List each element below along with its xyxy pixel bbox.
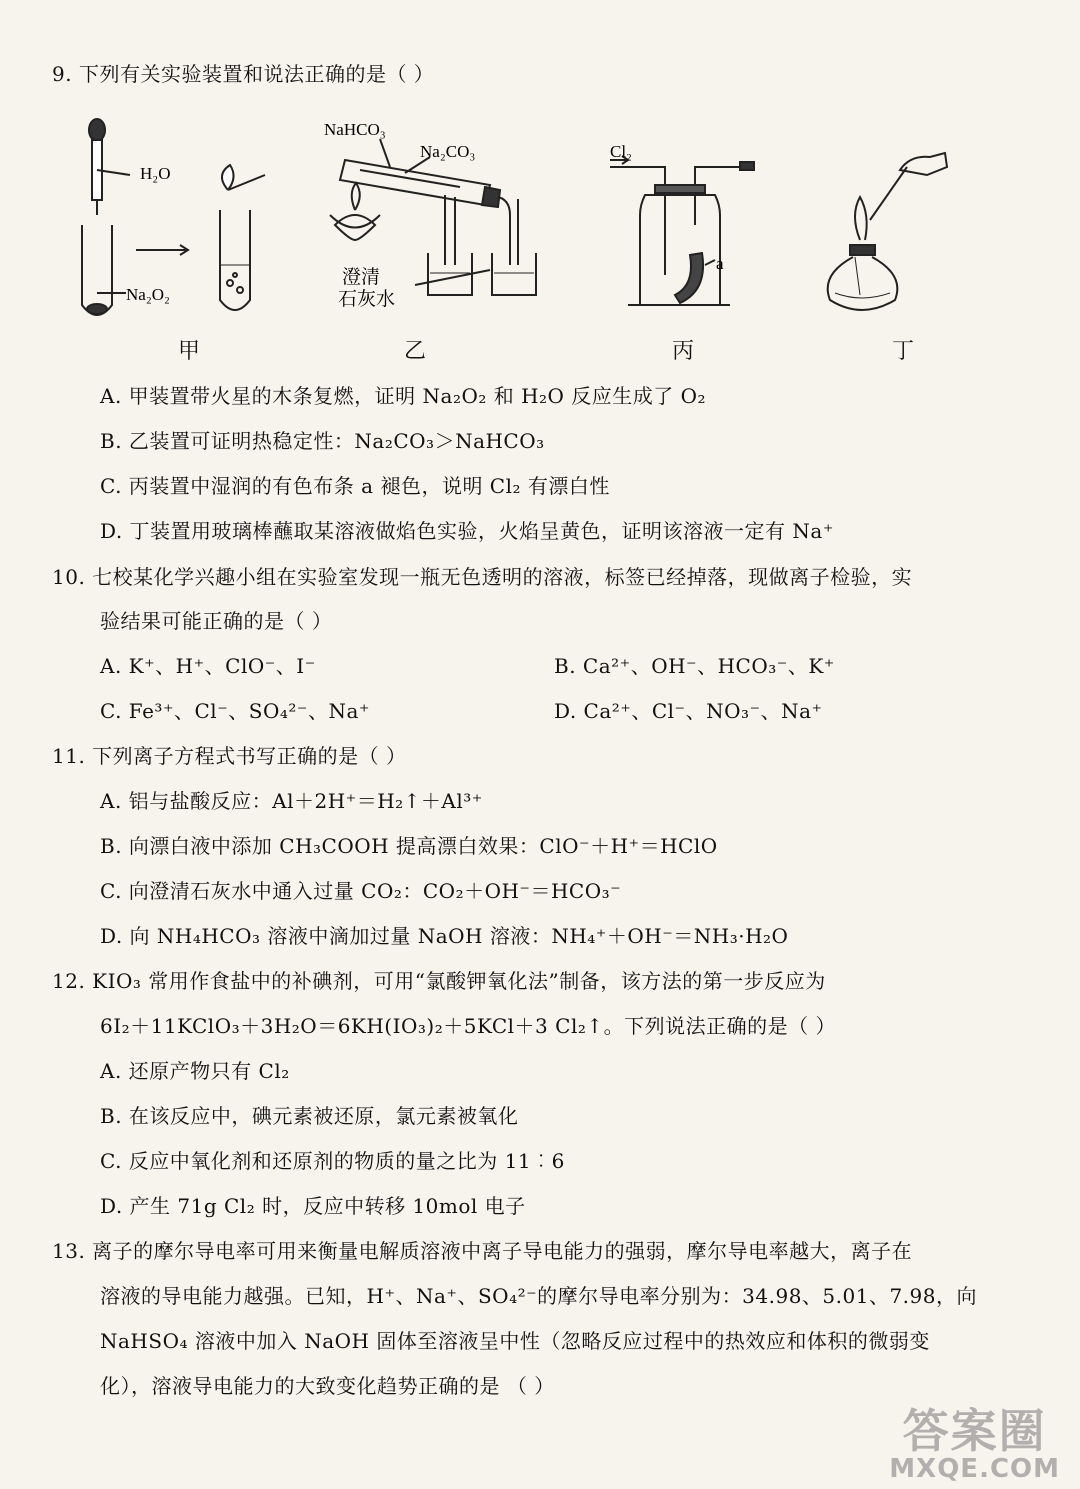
label-na2co3: Na₂CO₃ xyxy=(420,142,476,161)
label-na2o2: Na₂O₂ xyxy=(126,285,170,304)
q11-option-d: D. 向 NH₄HCO₃ 溶液中滴加过量 NaOH 溶液：NH₄⁺＋OH⁻＝NH₃·H₂O xyxy=(100,924,789,948)
q10-option-d: D. Ca²⁺、Cl⁻、NO₃⁻、Na⁺ xyxy=(554,699,823,723)
apparatus-bing xyxy=(600,145,770,315)
watermark-url: MXQE.COM xyxy=(889,1454,1060,1484)
apparatus-jia xyxy=(70,115,280,330)
q10-option-c: C. Fe³⁺、Cl⁻、SO₄²⁻、Na⁺ xyxy=(100,699,370,723)
q11-option-a: A. 铝与盐酸反应：Al＋2H⁺＝H₂↑＋Al³⁺ xyxy=(100,789,483,813)
caption-yi: 乙 xyxy=(404,339,427,364)
q12-stem-1: 12. KIO₃ 常用作食盐中的补碘剂，可用“氯酸钾氧化法”制备，该方法的第一步反应为 xyxy=(52,969,826,993)
watermark-title: 答案圈 xyxy=(902,1404,1047,1458)
label-cl2: Cl₂ xyxy=(610,145,632,161)
caption-ding: 丁 xyxy=(892,339,915,364)
label-limewater-2: 石灰水 xyxy=(338,289,396,310)
q12-option-c: C. 反应中氧化剂和还原剂的物质的量之比为 11︰6 xyxy=(100,1149,565,1173)
q9-option-b: B. 乙装置可证明热稳定性：Na₂CO₃＞NaHCO₃ xyxy=(100,429,545,453)
q12-stem-2: 6I₂＋11KClO₃＋3H₂O＝6KH(IO₃)₂＋5KCl＋3 Cl₂↑。下列说法正确的是（ ） xyxy=(100,1014,836,1038)
label-nahco3: NaHCO₃ xyxy=(324,120,386,139)
q9-option-d: D. 丁装置用玻璃棒蘸取某溶液做焰色实验，火焰呈黄色，证明该溶液一定有 Na⁺ xyxy=(100,519,834,543)
q13-line-4: 化），溶液导电能力的大致变化趋势正确的是 （ ） xyxy=(100,1374,555,1398)
q13-line-2: 溶液的导电能力越强。已知，H⁺、Na⁺、SO₄²⁻的摩尔导电率分别为：34.98、5.01、7.98，向 xyxy=(100,1284,977,1308)
q13-line-1: 13. 离子的摩尔导电率可用来衡量电解质溶液中离子导电能力的强弱，摩尔导电率越大，离子在 xyxy=(52,1239,913,1263)
caption-bing: 丙 xyxy=(672,339,695,364)
q12-option-d: D. 产生 71g Cl₂ 时，反应中转移 10mol 电子 xyxy=(100,1194,526,1218)
q12-option-b: B. 在该反应中，碘元素被还原，氯元素被氧化 xyxy=(100,1104,519,1128)
label-h2o: H₂O xyxy=(140,164,171,183)
q13-line-3: NaHSO₄ 溶液中加入 NaOH 固体至溶液呈中性（忽略反应过程中的热效应和体积的微弱变 xyxy=(100,1329,930,1353)
q9-stem: 9. 下列有关实验装置和说法正确的是（ ） xyxy=(52,62,435,86)
q12-option-a: A. 还原产物只有 Cl₂ xyxy=(100,1059,290,1083)
q11-option-b: B. 向漂白液中添加 CH₃COOH 提高漂白效果：ClO⁻＋H⁺＝HClO xyxy=(100,834,718,858)
q10-stem-1: 10. 七校某化学兴趣小组在实验室发现一瓶无色透明的溶液，标签已经掉落，现做离子检验，实 xyxy=(52,565,913,589)
q11-option-c: C. 向澄清石灰水中通入过量 CO₂：CO₂＋OH⁻＝HCO₃⁻ xyxy=(100,879,622,903)
label-a: a xyxy=(716,254,724,273)
q10-option-b: B. Ca²⁺、OH⁻、HCO₃⁻、K⁺ xyxy=(554,654,835,678)
q9-option-a: A. 甲装置带火星的木条复燃，证明 Na₂O₂ 和 H₂O 反应生成了 O₂ xyxy=(100,384,707,408)
apparatus-ding xyxy=(815,145,960,325)
q10-stem-2: 验结果可能正确的是（ ） xyxy=(100,609,333,633)
q11-stem: 11. 下列离子方程式书写正确的是（ ） xyxy=(52,744,407,768)
label-limewater-1: 澄清 xyxy=(342,267,381,288)
q9-option-c: C. 丙装置中湿润的有色布条 a 褪色，说明 Cl₂ 有漂白性 xyxy=(100,474,610,498)
caption-jia: 甲 xyxy=(178,339,201,364)
apparatus-yi xyxy=(320,115,560,310)
q10-option-a: A. K⁺、H⁺、ClO⁻、I⁻ xyxy=(100,654,316,678)
watermark-logo xyxy=(889,1404,1060,1484)
